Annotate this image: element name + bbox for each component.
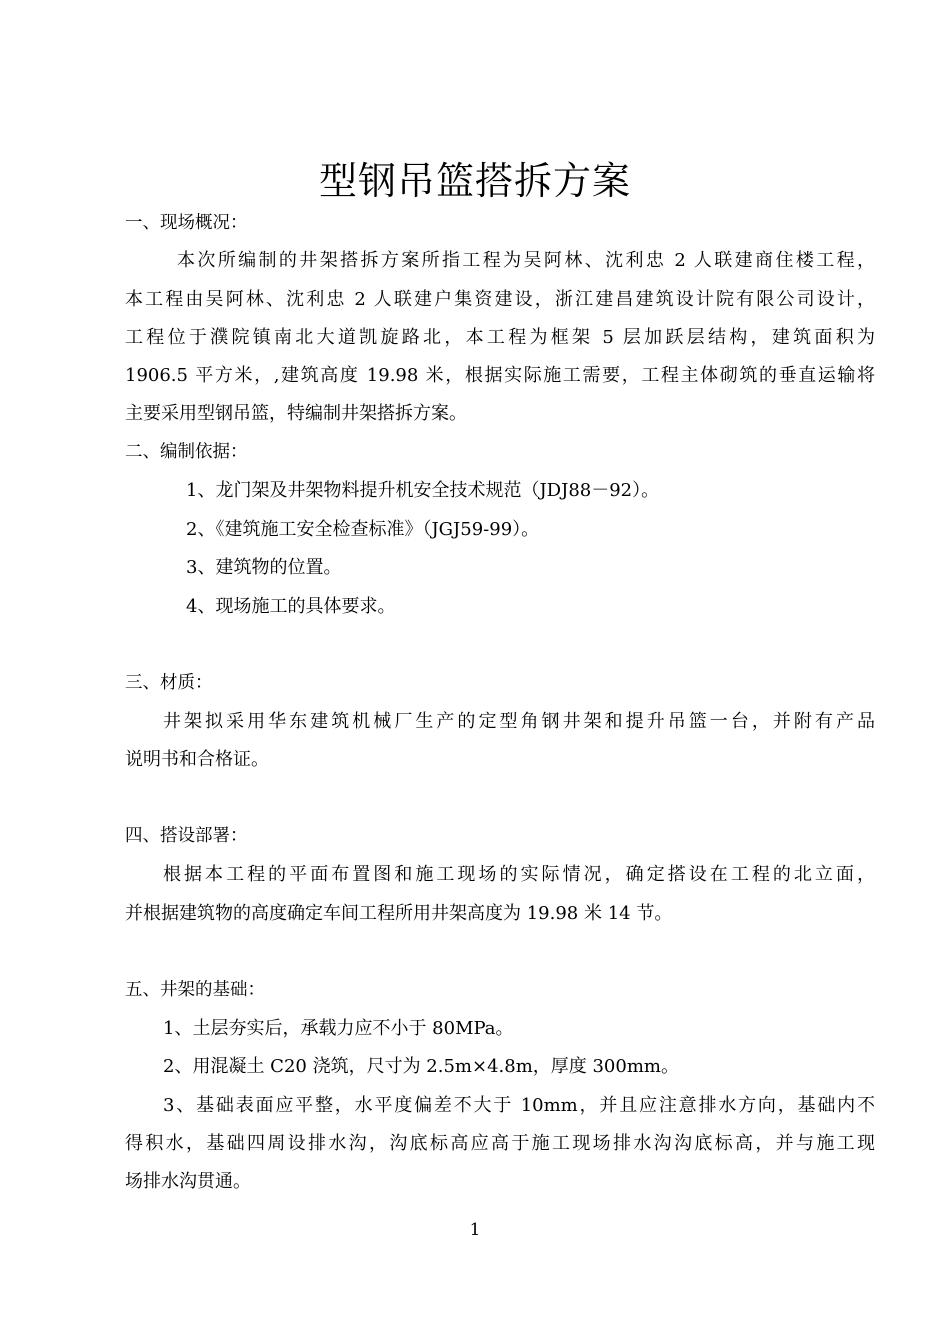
list-item: 3、建筑物的位置。: [186, 557, 342, 578]
paragraph-line: 本次所编制的井架搭拆方案所指工程为吴阿林、沈利忠 2 人联建商住楼工程，: [177, 250, 875, 271]
list-item: 4、现场施工的具体要求。: [186, 596, 396, 617]
paragraph-line: 得积水，基础四周设排水沟，沟底标高应高于施工现场排水沟沟底标高，并与施工现: [125, 1133, 875, 1154]
paragraph-line: 并根据建筑物的高度确定车间工程所用井架高度为 19.98 米 14 节。: [125, 903, 673, 924]
list-item: 1、土层夯实后，承载力应不小于 80MPa。: [163, 1018, 514, 1039]
paragraph-line: 1906.5 平方米，,建筑高度 19.98 米，根据实际施工需要，工程主体砌筑的垂直运输将: [125, 365, 875, 386]
document-title: 型钢吊篮搭拆方案: [318, 159, 631, 203]
paragraph-line: 3、基础表面应平整，水平度偏差不大于 10mm，并且应注意排水方向，基础内不: [163, 1095, 875, 1116]
section-heading-basis: 二、编制依据：: [125, 442, 248, 462]
page-number: 1: [469, 1220, 481, 1240]
list-item: 2、用混凝土 C20 浇筑，尺寸为 2.5m×4.8m，厚度 300mm。: [163, 1056, 679, 1077]
paragraph-line: 主要采用型钢吊篮，特编制井架搭拆方案。: [125, 403, 467, 424]
list-item: 1、龙门架及井架物料提升机安全技术规范（JDJ88－92）。: [186, 480, 660, 501]
paragraph-line: 说明书和合格证。: [125, 749, 269, 770]
paragraph-line: 本工程由吴阿林、沈利忠 2 人联建户集资建设，浙江建昌建筑设计院有限公司设计，: [125, 289, 875, 310]
paragraph-line: 工程位于濮院镇南北大道凯旋路北，本工程为框架 5 层加跃层结构，建筑面积为: [125, 327, 875, 348]
section-heading-foundation: 五、井架的基础：: [125, 980, 265, 1000]
paragraph-line: 场排水沟贯通。: [125, 1171, 251, 1192]
list-item: 2、《建筑施工安全检查标准》（JGJ59-99）。: [186, 519, 540, 540]
section-heading-overview: 一、现场概况：: [125, 213, 248, 233]
section-heading-material: 三、材质：: [125, 673, 213, 693]
section-heading-deployment: 四、搭设部署：: [125, 826, 248, 846]
paragraph-line: 井架拟采用华东建筑机械厂生产的定型角钢井架和提升吊篮一台，并附有产品: [163, 711, 875, 732]
paragraph-line: 根据本工程的平面布置图和施工现场的实际情况，确定搭设在工程的北立面，: [163, 864, 875, 885]
